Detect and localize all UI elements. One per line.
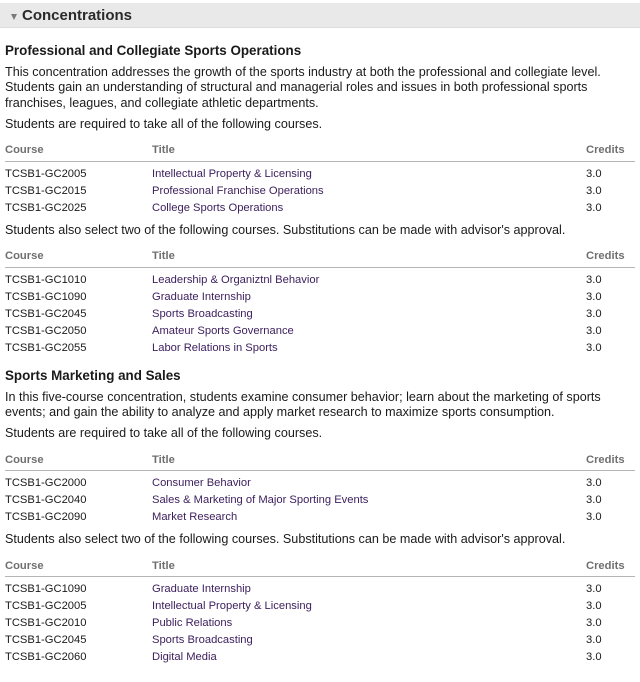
column-header-course: Course (5, 246, 152, 268)
course-code: TCSB1-GC2055 (5, 341, 87, 354)
course-title-link[interactable]: Digital Media (152, 651, 217, 664)
column-header-credits: Credits (586, 140, 635, 162)
column-header-title: Title (152, 555, 586, 577)
section-description: This concentration addresses the growth of the sports industry at both the professional and collegiate level. Students gain an understanding of structural and managerial roles and issues in both professional sports franchises, leagues, and collegiate athletic departments. (5, 65, 601, 110)
column-header-title: Title (152, 246, 586, 268)
section-title: Professional and Collegiate Sports Operations (5, 43, 302, 58)
course-title-link[interactable]: College Sports Operations (152, 201, 284, 214)
course-credits: 3.0 (586, 290, 602, 303)
column-header-credits: Credits (586, 246, 635, 268)
table-row (5, 632, 635, 649)
course-code: TCSB1-GC1010 (5, 273, 87, 286)
table-row (5, 509, 635, 526)
table-row (5, 306, 635, 323)
course-title-link[interactable]: Graduate Internship (152, 583, 251, 596)
concentrations-content (5, 41, 635, 666)
concentrations-header[interactable] (0, 3, 640, 28)
course-title-link[interactable]: Professional Franchise Operations (152, 184, 324, 197)
course-credits: 3.0 (586, 511, 602, 524)
course-credits: 3.0 (586, 600, 602, 613)
course-credits: 3.0 (586, 494, 602, 507)
course-credits: 3.0 (586, 634, 602, 647)
course-title-link[interactable]: Intellectual Property & Licensing (152, 167, 312, 180)
course-title-link[interactable]: Labor Relations in Sports (152, 341, 278, 354)
course-credits: 3.0 (586, 307, 602, 320)
course-credits: 3.0 (586, 651, 602, 664)
course-title-link[interactable]: Graduate Internship (152, 290, 251, 303)
table-row (5, 272, 635, 289)
table-row (5, 581, 635, 598)
page-title: Concentrations (22, 6, 133, 24)
table-row (5, 183, 635, 200)
column-header-course: Course (5, 140, 152, 162)
course-code: TCSB1-GC2050 (5, 324, 87, 337)
required-note: Students are required to take all of the following courses. (5, 426, 323, 441)
column-header-course: Course (5, 449, 152, 471)
course-title-link[interactable]: Intellectual Property & Licensing (152, 600, 312, 613)
course-code: TCSB1-GC2025 (5, 201, 87, 214)
table-row (5, 200, 635, 217)
elective-courses-table (5, 555, 635, 666)
course-code: TCSB1-GC1090 (5, 290, 87, 303)
required-courses-table (5, 449, 635, 526)
column-header-title: Title (152, 449, 586, 471)
course-code: TCSB1-GC2010 (5, 617, 87, 630)
course-title-link[interactable]: Consumer Behavior (152, 477, 251, 490)
column-header-course: Course (5, 555, 152, 577)
course-credits: 3.0 (586, 201, 602, 214)
course-code: TCSB1-GC2005 (5, 167, 87, 180)
section-title: Sports Marketing and Sales (5, 367, 181, 383)
required-courses-table (5, 140, 635, 217)
course-code: TCSB1-GC2060 (5, 651, 87, 664)
concentration-section (5, 366, 635, 667)
concentration-section (5, 41, 635, 357)
required-note: Students are required to take all of the following courses. (5, 116, 323, 131)
course-title-link[interactable]: Amateur Sports Governance (152, 324, 294, 337)
course-title-link[interactable]: Leadership & Organiztnl Behavior (152, 273, 320, 286)
elective-courses-table (5, 246, 635, 357)
column-header-title: Title (152, 140, 586, 162)
course-title-link[interactable]: Public Relations (152, 617, 233, 630)
table-row (5, 166, 635, 183)
course-credits: 3.0 (586, 583, 602, 596)
course-title-link[interactable]: Sports Broadcasting (152, 634, 253, 647)
elective-rows (5, 581, 635, 666)
table-row (5, 340, 635, 357)
table-row (5, 615, 635, 632)
course-credits: 3.0 (586, 324, 602, 337)
course-title-link[interactable]: Sports Broadcasting (152, 307, 253, 320)
required-rows (5, 166, 635, 217)
column-header-credits: Credits (586, 555, 635, 577)
course-code: TCSB1-GC2015 (5, 184, 87, 197)
course-code: TCSB1-GC2045 (5, 307, 87, 320)
course-credits: 3.0 (586, 617, 602, 630)
elective-rows (5, 272, 635, 357)
table-row (5, 649, 635, 666)
table-row (5, 598, 635, 615)
table-row (5, 289, 635, 306)
course-credits: 3.0 (586, 341, 602, 354)
course-credits: 3.0 (586, 184, 602, 197)
course-code: TCSB1-GC2005 (5, 600, 87, 613)
course-title-link[interactable]: Market Research (152, 511, 238, 524)
section-description: In this five-course concentration, students examine consumer behavior; learn about the marketing of sports events; and gain the ability to analyze and apply market research to maximize sports consumption. (5, 389, 601, 420)
required-rows (5, 475, 635, 526)
course-credits: 3.0 (586, 273, 602, 286)
elective-note: Students also select two of the following courses. Substitutions can be made with advisor's approval. (5, 532, 566, 547)
course-title-link[interactable]: Sales & Marketing of Major Sporting Events (152, 494, 369, 507)
elective-note: Students also select two of the following courses. Substitutions can be made with advisor's approval. (5, 222, 566, 237)
column-header-credits: Credits (586, 449, 635, 471)
table-row (5, 323, 635, 340)
course-code: TCSB1-GC2045 (5, 634, 87, 647)
collapse-triangle-icon[interactable] (11, 14, 17, 20)
table-row (5, 475, 635, 492)
course-code: TCSB1-GC2040 (5, 494, 87, 507)
course-credits: 3.0 (586, 167, 602, 180)
course-credits: 3.0 (586, 477, 602, 490)
course-code: TCSB1-GC1090 (5, 583, 87, 596)
course-code: TCSB1-GC2000 (5, 477, 87, 490)
table-row (5, 492, 635, 509)
course-code: TCSB1-GC2090 (5, 511, 87, 524)
